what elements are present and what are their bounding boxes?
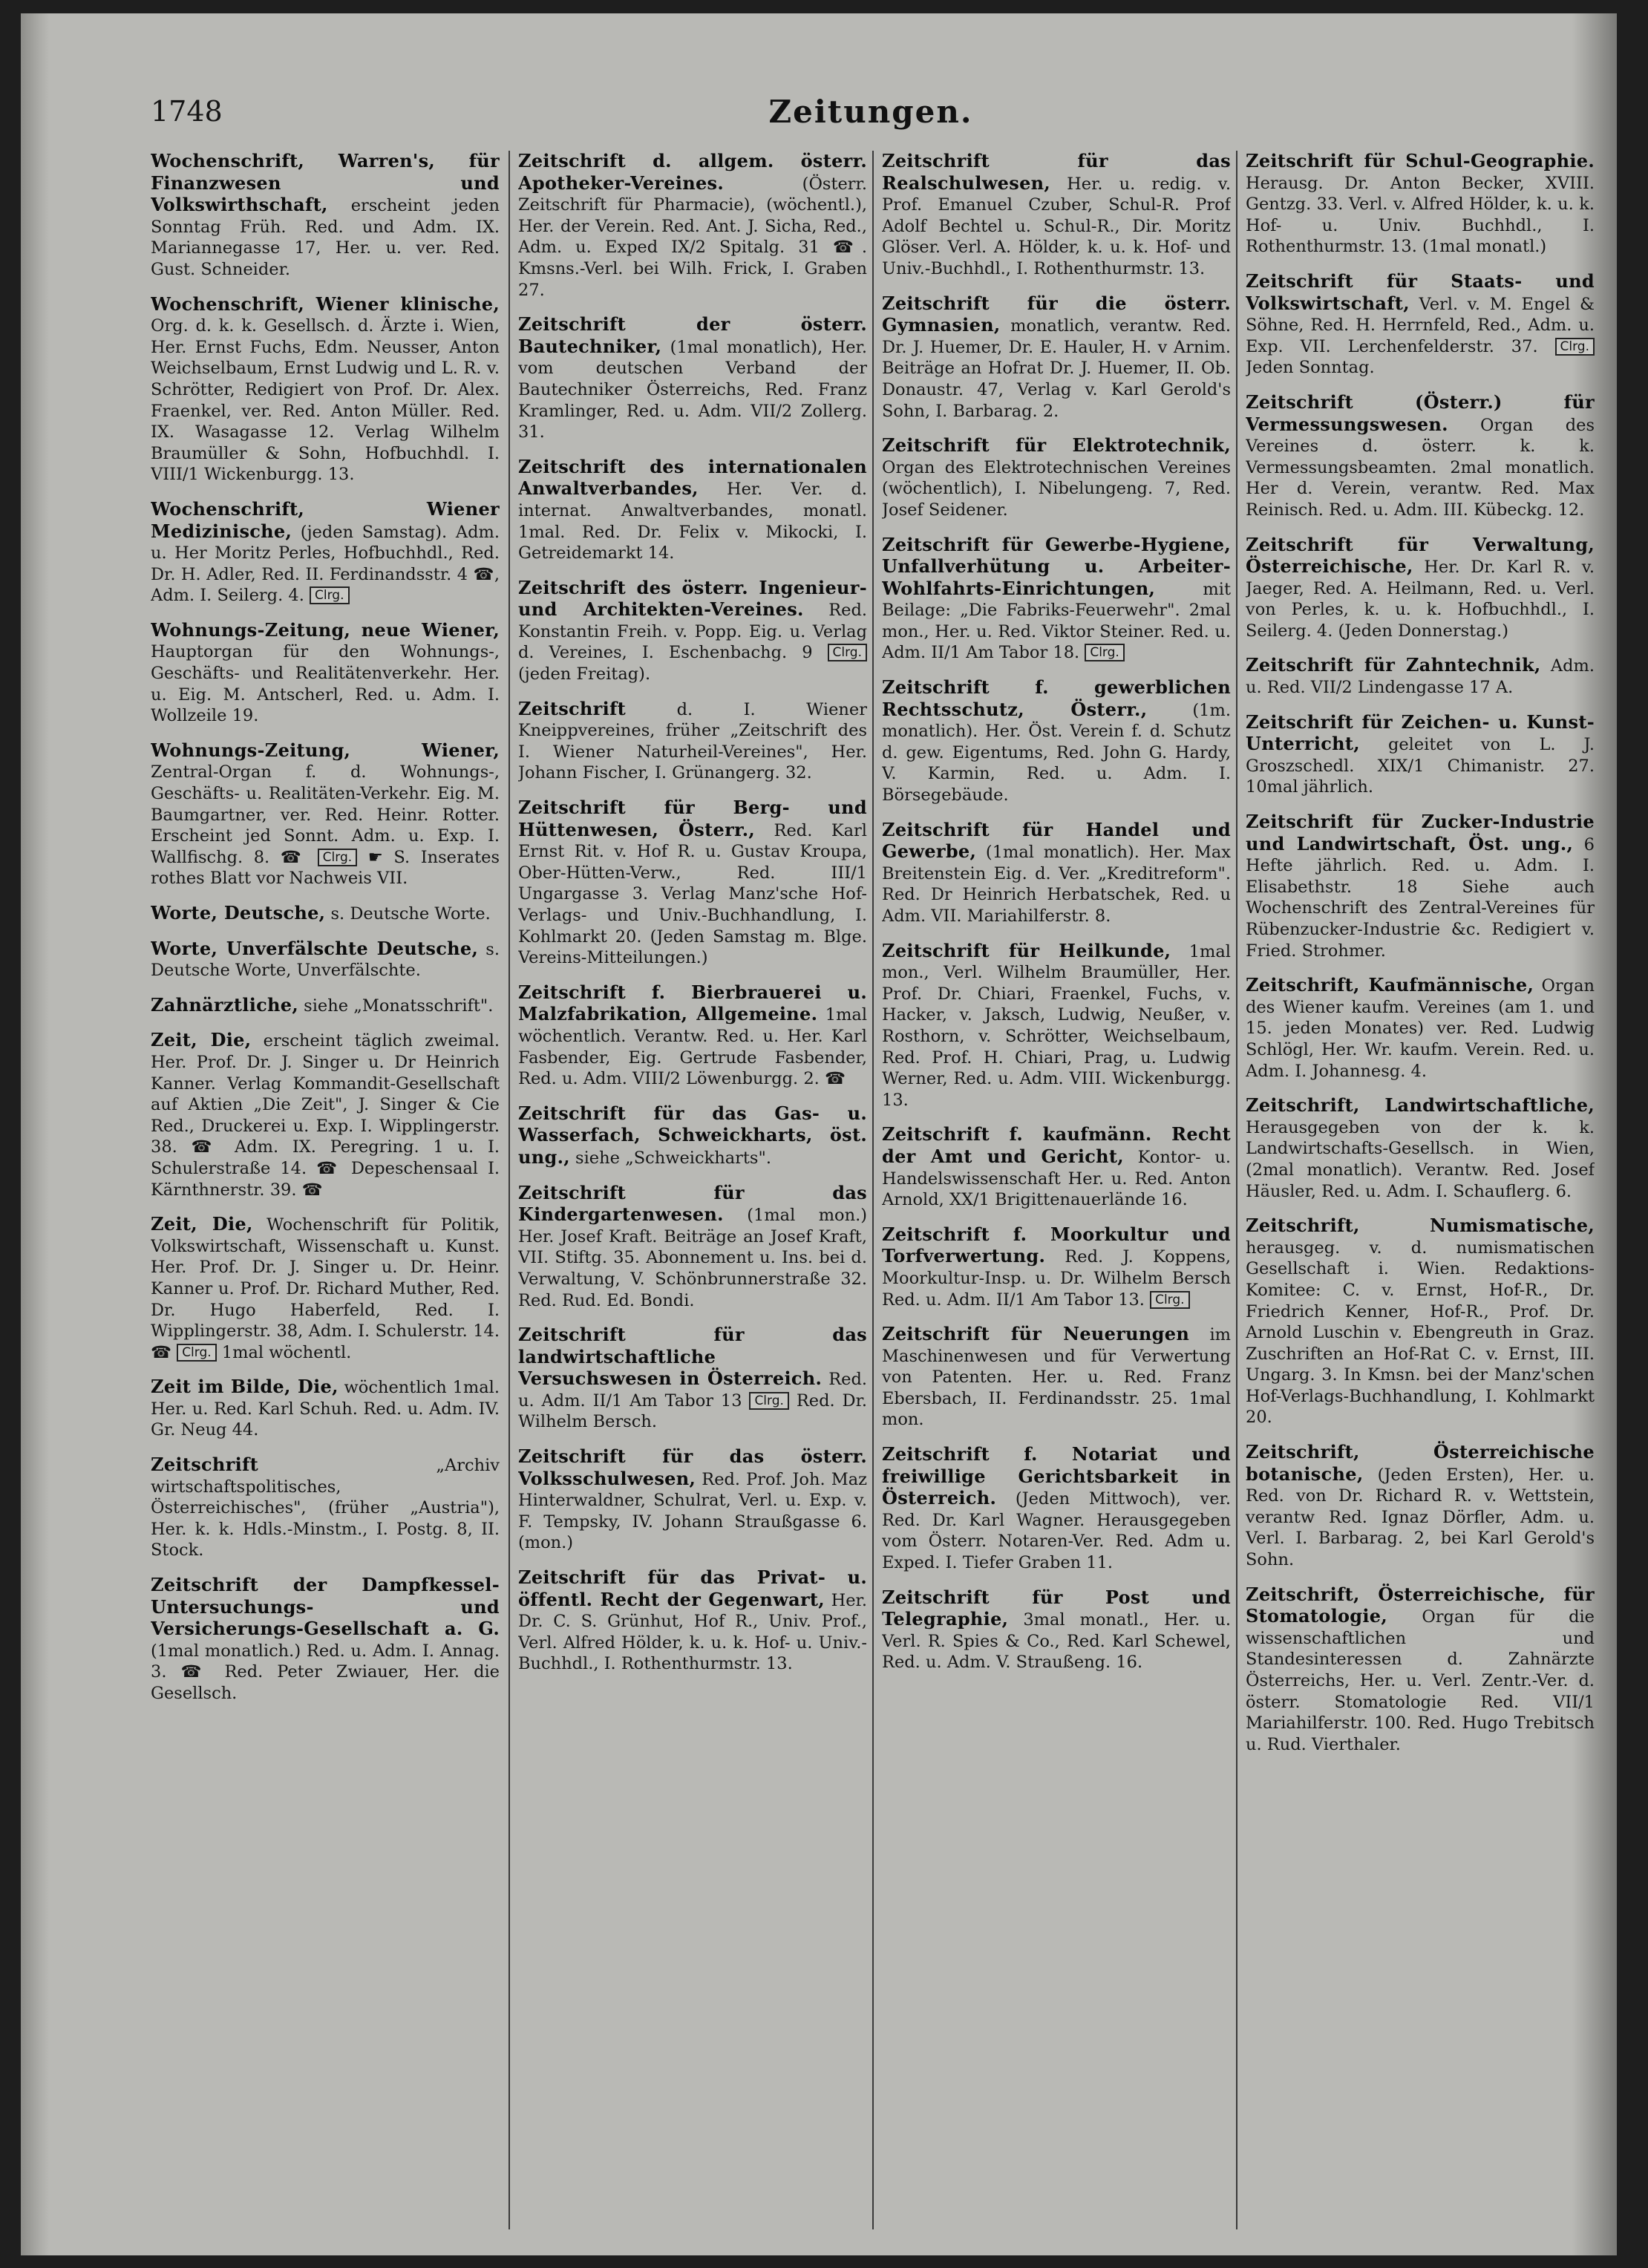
entry-text: Organ des Wiener kaufm. Vereines (am 1. und 15. jeden Monates) ver. Red. Ludwig Schlögl, Her. Wr. kaufm. Verein. Red. u. Adm. I. Johannesg. 4. bbox=[1246, 976, 1595, 1081]
entry-title: Zeitschrift d. allgem. österr. Apotheker-Vereines. bbox=[518, 151, 867, 194]
entry-title: Wochenschrift, Wiener Medizinische, bbox=[151, 497, 500, 542]
entry-title: Zeitschrift der Dampfkessel-Untersuchungs- und Versicherungs-Gesellschaft a. G. bbox=[151, 1574, 500, 1640]
directory-entry bbox=[1246, 271, 1595, 379]
page-number: 1748 bbox=[151, 95, 223, 128]
entry-title: Zeitschrift für Handel und Gewerbe, bbox=[882, 818, 1231, 863]
entry-title: Zeitschrift für Berg- und Hüttenwesen, Österr., bbox=[518, 797, 867, 840]
entry-text: Org. d. k. k. Gesellsch. d. Ärzte i. Wien, Her. Ernst Fuchs, Edm. Neusser, Anton Weichselbaum, Ernst Ludwig und L. R. v. Schrötter, Redigiert von Prof. Dr. Alex. Fraenkel, ver. Red. Anton Müller. Red. IX. Wasagasse 12. Verlag Wilhelm Braumüller & Sohn, Hofbuchhdl. I. VIII/1 Wickenburgg. 13. bbox=[151, 316, 500, 485]
entry-text: Zentral-Organ f. d. Wohnungs-, Geschäfts- u. Realitäten-Verkehr. Eig. M. Baumgartner, ver. Red. Heinr. Rotter. Erscheint jed Sonnt. Adm. u. Exp. I. Wallfischg. 8. ☎ bbox=[151, 762, 500, 867]
entry-text: Red. Konstantin Freih. v. Popp. Eig. u. Verlag d. Vereines, I. Eschenbachg. 9 bbox=[518, 601, 867, 663]
directory-entry bbox=[1246, 1215, 1595, 1428]
entry-title: Zeit, Die, bbox=[151, 1029, 252, 1051]
entry-text: Hauptorgan für den Wohnungs-, Geschäfts- und Realitätenverkehr. Her. u. Eig. M. Antscherl, Red. u. Adm. I. Wollzeile 19. bbox=[151, 642, 500, 726]
directory-entry bbox=[151, 151, 500, 281]
entry-text: Organ für die wissenschaftlichen und Standesinteressen d. Zahnärzte Österreichs, Her. u. Verl. Zentr.-Ver. d. österr. Stomatologie Red. VII/1 Mariahilferstr. 100. Red. Hugo Trebitsch u. Rud. Vierthaler. bbox=[1246, 1607, 1595, 1754]
directory-entry bbox=[882, 1587, 1231, 1673]
clearing-badge: Clrg. bbox=[828, 644, 867, 661]
entry-title: Zeitschrift für die österr. Gymnasien, bbox=[882, 292, 1231, 336]
directory-entry bbox=[518, 1103, 867, 1169]
page-header bbox=[151, 95, 1591, 147]
directory-entry bbox=[882, 293, 1231, 422]
entry-text: siehe „Monatsschrift". bbox=[304, 996, 494, 1016]
directory-entry bbox=[518, 1324, 867, 1433]
entry-title: Zeitschrift für Zahntechnik, bbox=[1246, 654, 1541, 676]
directory-entry bbox=[1246, 535, 1595, 642]
entry-title: Zeitschrift für das landwirtschaftliche Versuchswesen in Österreich. bbox=[518, 1324, 867, 1390]
entry-title: Zeitschrift f. Bierbrauerei u. Malzfabrikation, Allgemeine. bbox=[518, 981, 867, 1025]
entry-text: erscheint jeden Sonntag Früh. Red. und Adm. IX. Mariannegasse 17, Her. u. ver. Red. Gust. Schneider. bbox=[151, 196, 500, 279]
clearing-badge: Clrg. bbox=[310, 586, 349, 604]
entry-title: Wohnungs-Zeitung, Wiener, bbox=[151, 739, 500, 761]
entry-title: Zeitschrift f. Moorkultur und Torfverwertung. bbox=[882, 1223, 1231, 1267]
entry-text: Organ des Elektrotechnischen Vereines (wöchentlich), I. Nibelungeng. 7, Red. Josef Seidener. bbox=[882, 457, 1231, 520]
entry-title: Zahnärztliche, bbox=[151, 993, 299, 1016]
entry-text: im Maschinenwesen und für Verwertung von Patenten. Her. u. Red. Franz Ebersbach, II. Ferdinandsstr. 25. 1mal mon. bbox=[882, 1325, 1231, 1430]
directory-entry bbox=[151, 1030, 500, 1200]
directory-entry bbox=[518, 797, 867, 969]
directory-entry bbox=[518, 457, 867, 564]
entry-text: Organ des Vereines d. österr. k. k. Vermessungsbeamten. 2mal monatlich. Her d. Verein, verantw. Red. Max Reinisch. Red. u. Adm. III. Kübeckg. 12. bbox=[1246, 415, 1595, 520]
clearing-badge: Clrg. bbox=[318, 849, 357, 866]
entry-text: siehe „Schweickharts". bbox=[575, 1148, 771, 1168]
entry-title: Zeit, Die, bbox=[151, 1213, 253, 1235]
entry-title: Zeitschrift, Österreichische botanische, bbox=[1246, 1441, 1595, 1485]
directory-entry bbox=[518, 578, 867, 685]
column-3 bbox=[882, 151, 1231, 2229]
entry-text: (1mal monatlich), Her. vom deutschen Verband der Bautechniker Österreichs, Red. Franz Kramlinger, Red. u. Adm. VII/2 Zollerg. 31. bbox=[518, 337, 867, 442]
directory-entry bbox=[1246, 975, 1595, 1082]
entry-title: Zeitschrift für Elektrotechnik, bbox=[882, 434, 1231, 457]
entry-title: Zeitschrift, Landwirtschaftliche, bbox=[1246, 1094, 1595, 1117]
entry-text: 1mal mon., Verl. Wilhelm Braumüller, Her. Prof. Dr. Chiari, Fraenkel, Fuchs, v. Hacker, v. Jaksch, Ludwig, Neußer, v. Rosthorn, v. Schrötter, Weichselbaum, Red. Prof. H. Chiari, Prag, u. Ludwig Werner, Red. u. Adm. VIII. Wickenburgg. 13. bbox=[882, 941, 1231, 1110]
directory-entry bbox=[151, 294, 500, 486]
directory-entry bbox=[1246, 1584, 1595, 1756]
directory-entry bbox=[151, 903, 500, 925]
entry-text: Her. Dr. Karl R. v. Jaeger, Red. A. Heilmann, Red. u. Verl. von Perles, k. u. k. Hofbuchhdl., I. Seilerg. 4. (Jeden Donnerstag.) bbox=[1246, 558, 1595, 641]
entry-text: Red. u. Adm. II/1 Am Tabor 13 bbox=[518, 1370, 867, 1411]
column-divider bbox=[509, 151, 510, 2229]
entry-text: geleitet von L. J. Groszschedl. XIX/1 Chimanistr. 27. 10mal jährlich. bbox=[1246, 735, 1595, 797]
entry-text: Red. Karl Ernst Rit. v. Hof R. u. Gustav Kroupa, Ober-Hütten-Verw., Red. III/1 Ungargasse 3. Verlag Manz'sche Hof-Verlags- und Univ.-Buchhandlung, I. Kohlmarkt 20. (Jeden Samstag m. Blge. Vereins-Mitteilungen.) bbox=[518, 820, 867, 968]
entry-title: Zeitschrift für Zucker-Industrie und Landwirtschaft, Öst. ung., bbox=[1246, 811, 1595, 854]
directory-entry bbox=[882, 535, 1231, 664]
entry-text: erscheint täglich zweimal. Her. Prof. Dr. J. Singer u. Dr Heinrich Kanner. Verlag Kommandit-Gesellschaft auf Aktien „Die Zeit", J. Singer & Cie Red., Druckerei u. Exp. I. Wipplingerstr. 38. ☎ Adm. IX. Peregring. 1 u. I. Schulerstraße 14. ☎ Depeschensaal I. Kärnthnerstr. 39. ☎ bbox=[151, 1031, 500, 1200]
clearing-badge: Clrg. bbox=[749, 1392, 788, 1410]
directory-entry bbox=[1246, 392, 1595, 521]
entry-text: Her. Dr. C. S. Grünhut, Hof R., Univ. Prof., Verl. Alfred Hölder, k. u. k. Hof- u. Univ.-Buchhdl., I. Rothenthurmstr. 13. bbox=[518, 1590, 867, 1674]
entry-title: Zeitschrift für Post und Telegraphie, bbox=[882, 1586, 1231, 1630]
directory-entry bbox=[151, 938, 500, 981]
clearing-badge: Clrg. bbox=[177, 1344, 216, 1362]
directory-entry bbox=[882, 1324, 1231, 1431]
entry-note: 1mal wöchentl. bbox=[221, 1342, 352, 1362]
directory-entry bbox=[151, 1575, 500, 1705]
directory-entry bbox=[882, 435, 1231, 520]
entry-text: Adm. u. Red. VII/2 Lindengasse 17 A. bbox=[1246, 656, 1595, 698]
entry-title: Zeitschrift für das Kindergartenwesen. bbox=[518, 1181, 867, 1226]
entry-text: Herausg. Dr. Anton Becker, XVIII. Gentzg. 33. Verl. v. Alfred Hölder, k. u. k. Hof- u. Univ. Buchhdl., I. Rothenthurmstr. 13. (1mal monatl.) bbox=[1246, 173, 1595, 257]
section-title: Zeitungen. bbox=[768, 94, 973, 130]
clearing-badge: Clrg. bbox=[1555, 338, 1595, 356]
entry-text: herausgeg. v. d. numismatischen Gesellschaft i. Wien. Redaktions-Komitee: C. v. Ernst, Hof-R., Dr. Friedrich Kenner, Hof-R., Prof. Dr. Arnold Luschin v. Ebengreuth in Graz. Zuschriften an Hof-Rat C. v. Ernst, III. Ungarg. 3. In Kmsn. bei der Manz'schen Hof-Verlags-Buchhandlung, I. Kohlmarkt 20. bbox=[1246, 1238, 1595, 1428]
entry-title: Zeitschrift für Staats- und Volkswirtschaft, bbox=[1246, 269, 1595, 314]
entry-title: Zeitschrift des internationalen Anwaltverbandes, bbox=[518, 455, 867, 500]
entry-text: Wochenschrift für Politik, Volkswirtschaft, Wissenschaft u. Kunst. Her. Prof. Dr. J. Singer u. Dr. Heinr. Kanner u. Prof. Dr. Richard Muther, Red. Dr. Hugo Haberfeld, Red. I. Wipplingerstr. 38, Adm. I. Schulerstr. 14. ☎ bbox=[151, 1215, 500, 1362]
entry-text: 3mal monatl., Her. u. Verl. R. Spies & Co., Red. Karl Schewel, Red. u. Adm. V. Straußeng. 16. bbox=[882, 1610, 1231, 1673]
directory-entry bbox=[1246, 151, 1595, 258]
entry-title: Zeitschrift für Neuerungen bbox=[882, 1323, 1190, 1345]
entry-text: (1mal monatlich). Her. Max Breitenstein Eig. d. Ver. „Kreditreform". Red. Dr Heinrich Herbatschek, Red. u Adm. VII. Mariahilferstr. 8. bbox=[882, 843, 1231, 926]
entry-title: Zeitschrift, Kaufmännische, bbox=[1246, 974, 1534, 996]
entry-title: Wochenschrift, Warren's, für Finanzwesen und Volkswirthschaft, bbox=[151, 151, 500, 216]
entry-note: (jeden Freitag). bbox=[518, 664, 651, 684]
entry-text: monatlich, verantw. Red. Dr. J. Huemer, Dr. E. Hauler, H. v Arnim. Beiträge an Hofrat Dr. J. Huemer, II. Ob. Donaustr. 47, Verlag v. Karl Gerold's Sohn, I. Barbarag. 2. bbox=[882, 316, 1231, 421]
entry-title: Zeitschrift (Österr.) für Vermessungswesen. bbox=[1246, 390, 1595, 435]
entry-text: wöchentlich 1mal. Her. u. Red. Karl Schuh. Red. u. Adm. IV. Gr. Neug 44. bbox=[151, 1378, 500, 1440]
entry-text: 1mal wöchentlich. Verantw. Red. u. Her. Karl Fasbender, Eig. Gertrude Fasbender, Red. u. Adm. VIII/2 Löwenburgg. 2. ☎ bbox=[518, 1005, 867, 1089]
directory-entry bbox=[518, 314, 867, 443]
clearing-badge: Clrg. bbox=[1085, 644, 1124, 661]
book-page bbox=[21, 13, 1617, 2255]
entry-text: (1mal mon.) Her. Josef Kraft. Beiträge an Josef Kraft, VII. Stiftg. 35. Abonnement u. Ins. bei d. Verwaltung, V. Schönbrunnerstraße 32. Red. Rud. Ed. Bondi. bbox=[518, 1206, 867, 1310]
page-edge bbox=[21, 13, 49, 2255]
entry-note: ☛ S. Inserates rothes Blatt vor Nachweis VII. bbox=[151, 847, 500, 889]
entry-text: 6 Hefte jährlich. Red. u. Adm. I. Elisabethstr. 18 Siehe auch Wochenschrift des Zentral-Vereines für Rübenzucker-Industrie &c. Redigiert v. Fried. Strohmer. bbox=[1246, 834, 1595, 961]
directory-entry bbox=[882, 820, 1231, 927]
directory-entry bbox=[1246, 1442, 1595, 1571]
entry-text: (1mal monatlich.) Red. u. Adm. I. Annag. 3. ☎ Red. Peter Zwiauer, Her. die Gesellsch. bbox=[151, 1641, 500, 1703]
directory-entry bbox=[151, 1376, 500, 1441]
entry-title: Zeitschrift für das österr. Volksschulwesen, bbox=[518, 1445, 867, 1489]
entry-title: Zeit im Bilde, Die, bbox=[151, 1376, 339, 1398]
directory-entry bbox=[518, 699, 867, 784]
directory-entry bbox=[1246, 811, 1595, 961]
directory-entry bbox=[518, 982, 867, 1090]
entry-title: Zeitschrift, Numismatische, bbox=[1246, 1215, 1595, 1237]
directory-entry bbox=[151, 620, 500, 727]
clearing-badge: Clrg. bbox=[1150, 1291, 1189, 1309]
directory-entry bbox=[151, 995, 500, 1017]
column-divider bbox=[872, 151, 874, 2229]
entry-title: Zeitschrift bbox=[518, 697, 627, 719]
directory-entry bbox=[151, 740, 500, 889]
directory-columns bbox=[151, 151, 1595, 2229]
entry-title: Zeitschrift für das Gas- u. Wasserfach, Schweickharts, öst. ung., bbox=[518, 1102, 867, 1168]
directory-entry bbox=[882, 1224, 1231, 1310]
entry-title: Zeitschrift f. kaufmänn. Recht der Amt und Gericht, bbox=[882, 1123, 1231, 1167]
directory-entry bbox=[882, 677, 1231, 806]
entry-text: Verl. v. M. Engel & Söhne, Red. H. Herrnfeld, Red., Adm. u. Exp. VII. Lerchenfelderstr. 37. bbox=[1246, 294, 1595, 356]
directory-entry bbox=[1246, 1095, 1595, 1202]
entry-title: Wohnungs-Zeitung, neue Wiener, bbox=[151, 618, 500, 641]
entry-text: Red. J. Koppens, Moorkultur-Insp. u. Dr. Wilhelm Bersch Red. u. Adm. II/1 Am Tabor 13. bbox=[882, 1247, 1231, 1310]
entry-title: Wochenschrift, Wiener klinische, bbox=[151, 293, 500, 315]
entry-title: Zeitschrift, Österreichische, für Stomatologie, bbox=[1246, 1583, 1595, 1627]
entry-text: s. Deutsche Worte, Unverfälschte. bbox=[151, 939, 500, 981]
entry-text: (Österr. Zeitschrift für Pharmacie), (wöchentl.), Her. der Verein. Red. Ant. J. Sicha, Red., Adm. u. Exped IX/2 Spitalg. 31 ☎. Kmsns.-Verl. bei Wilh. Frick, I. Graben 27. bbox=[518, 174, 867, 300]
entry-title: Zeitschrift für Gewerbe-Hygiene, Unfallverhütung u. Arbeiter-Wohlfahrts-Einrichtungen, bbox=[882, 533, 1231, 599]
entry-text: (Jeden Ersten), Her. u. Red. von Dr. Richard R. v. Wettstein, verantw Red. Ignaz Dörfler, Adm. u. Verl. I. Barbarag. 2, bei Karl Gerold's Sohn. bbox=[1246, 1465, 1595, 1570]
entry-text: s. Deutsche Worte. bbox=[330, 904, 491, 924]
entry-title: Worte, Unverfälschte Deutsche, bbox=[151, 937, 479, 959]
entry-text: „Archiv wirtschaftspolitisches, Österreichisches", (früher „Austria"), Her. k. k. Hdls.-Minstm., I. Postg. 8, II. Stock. bbox=[151, 1456, 500, 1561]
column-2 bbox=[518, 151, 867, 2229]
entry-title: Zeitschrift für Zeichen- u. Kunst-Unterricht, bbox=[1246, 710, 1595, 755]
directory-entry bbox=[882, 1444, 1231, 1574]
entry-text: d. I. Wiener Kneippvereines, früher „Zeitschrift des I. Wiener Naturheil-Vereines", Her. Johann Fischer, I. Grünangerg. 32. bbox=[518, 699, 867, 783]
entry-title: Zeitschrift f. Notariat und freiwillige Gerichtsbarkeit in Österreich. bbox=[882, 1443, 1231, 1509]
directory-entry bbox=[518, 151, 867, 301]
entry-note: Red. Dr. Wilhelm Bersch. bbox=[518, 1390, 867, 1432]
entry-title: Zeitschrift der österr. Bautechniker, bbox=[518, 313, 867, 357]
entry-text: (Jeden Mittwoch), ver. Red. Dr. Karl Wagner. Herausgegeben vom Österr. Notaren-Ver. Red. Adm u. Exped. I. Tiefer Graben 11. bbox=[882, 1489, 1231, 1573]
entry-text: Her. Ver. d. internat. Anwaltverbandes, monatl. 1mal. Red. Dr. Felix v. Mikocki, I. Getreidemarkt 14. bbox=[518, 480, 867, 563]
entry-title: Zeitschrift für das Privat- u. öffentl. Recht der Gegenwart, bbox=[518, 1566, 867, 1610]
column-divider bbox=[1236, 151, 1237, 2229]
entry-title: Zeitschrift für Schul-Geographie. bbox=[1246, 151, 1595, 171]
entry-note: Jeden Sonntag. bbox=[1246, 358, 1375, 378]
column-1 bbox=[151, 151, 500, 2229]
entry-title: Zeitschrift für Verwaltung, Österreichische, bbox=[1246, 533, 1595, 578]
entry-title: Zeitschrift f. gewerblichen Rechtsschutz, Österr., bbox=[882, 676, 1231, 720]
directory-entry bbox=[1246, 655, 1595, 698]
entry-title: Worte, Deutsche, bbox=[151, 902, 326, 924]
directory-entry bbox=[151, 1454, 500, 1561]
entry-title: Zeitschrift bbox=[151, 1454, 259, 1476]
directory-entry bbox=[882, 151, 1231, 280]
directory-entry bbox=[518, 1446, 867, 1554]
entry-text: Kontor- u. Handelswissenschaft Her. u. Red. Anton Arnold, XX/1 Brigittenauerlände 16. bbox=[882, 1147, 1231, 1210]
entry-title: Zeitschrift des österr. Ingenieur- und Architekten-Vereines. bbox=[518, 576, 867, 621]
entry-text: Her. u. redig. v. Prof. Emanuel Czuber, Schul-R. Prof Adolf Bechtel u. Schul-R., Dir. Moritz Glöser. Verl. A. Hölder, k. u. k. Hof- und Univ.-Buchhdl., I. Rothenthurmstr. 13. bbox=[882, 174, 1231, 278]
directory-entry bbox=[1246, 712, 1595, 798]
directory-entry bbox=[882, 941, 1231, 1111]
directory-entry bbox=[518, 1183, 867, 1312]
entry-text: mit Beilage: „Die Fabriks-Feuerwehr". 2mal mon., Her. u. Red. Viktor Steiner. Red. u. Adm. II/1 Am Tabor 18. bbox=[882, 579, 1231, 663]
column-4 bbox=[1246, 151, 1595, 2229]
entry-text: (jeden Samstag). Adm. u. Her Moritz Perles, Hofbuchhdl., Red. Dr. H. Adler, Red. II. Ferdinandsstr. 4 ☎, Adm. I. Seilerg. 4. bbox=[151, 522, 500, 606]
entry-title: Zeitschrift für Heilkunde, bbox=[882, 939, 1171, 961]
directory-entry bbox=[151, 499, 500, 607]
entry-text: Herausgegeben von der k. k. Landwirtschafts-Gesellsch. in Wien, (2mal monatlich). Verantw. Red. Josef Häusler, Red. u. Adm. I. Schauflerg. 6. bbox=[1246, 1117, 1595, 1201]
entry-title: Zeitschrift für das Realschulwesen, bbox=[882, 151, 1231, 194]
entry-text: (1m. monatlich). Her. Öst. Verein f. d. Schutz d. gew. Eigentums, Red. John G. Hardy, V. Karmin, Red. u. Adm. I. Börsegebäude. bbox=[882, 700, 1231, 805]
entry-text: Red. Prof. Joh. Maz Hinterwaldner, Schulrat, Verl. u. Exp. v. F. Tempsky, IV. Johann Straußgasse 6. (mon.) bbox=[518, 1469, 867, 1553]
directory-entry bbox=[151, 1214, 500, 1363]
directory-entry bbox=[518, 1567, 867, 1675]
directory-entry bbox=[882, 1124, 1231, 1210]
